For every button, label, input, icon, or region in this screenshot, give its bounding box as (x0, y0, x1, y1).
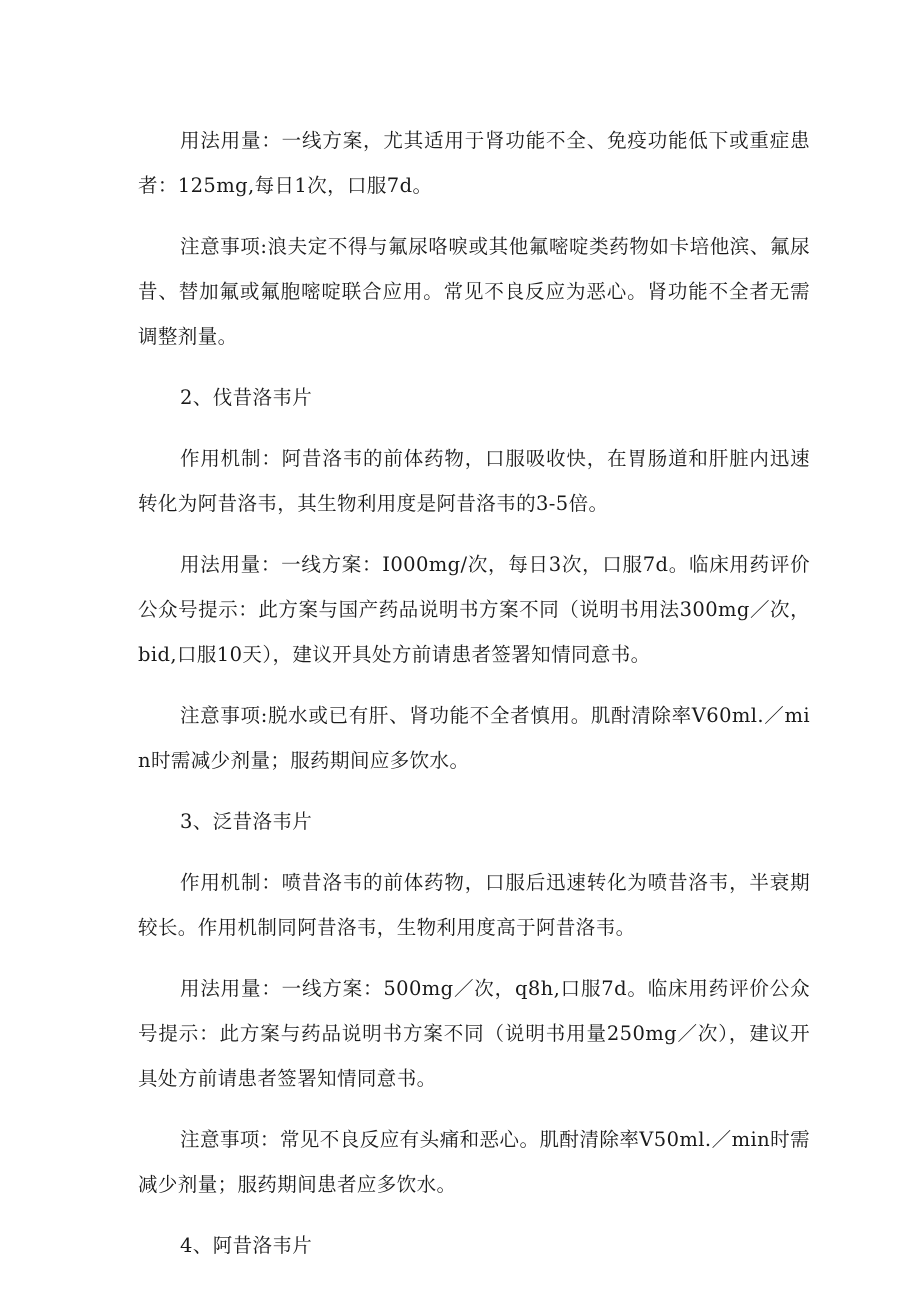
paragraph-valacyclovir-mechanism: 作用机制：阿昔洛韦的前体药物，口服吸收快，在胃肠道和肝脏内迅速转化为阿昔洛韦，其生物利用度是阿昔洛韦的3-5倍。 (138, 447, 810, 515)
section-heading-valacyclovir: 2、伐昔洛韦片 (180, 386, 313, 409)
paragraph-famciclovir-precautions: 注意事项：常见不良反应有头痛和恶心。肌酎清除率V50ml.／min时需减少剂量；服药期间患者应多饮水。 (138, 1128, 810, 1196)
paragraph-brivudine-dosage: 用法用量：一线方案，尤其适用于肾功能不全、免疫功能低下或重症患者：125mg,每日1次，口服7d。 (138, 129, 810, 197)
paragraph-famciclovir-dosage: 用法用量：一线方案：500mg／次，q8h,口服7d。临床用药评价公众号提示：此方案与药品说明书方案不同（说明书用量250mg／次），建议开具处方前请患者签署知情同意书。 (138, 977, 810, 1090)
document-body (138, 118, 810, 1284)
section-heading-famciclovir: 3、泛昔洛韦片 (180, 810, 313, 833)
paragraph-valacyclovir-dosage: 用法用量：一线方案：I000mg/次，每日3次，口服7d。临床用药评价公众号提示：此方案与国产药品说明书方案不同（说明书用法300mg／次，bid,口服10天），建议开具处方前请患者签署知情同意书。 (138, 553, 810, 666)
paragraph-valacyclovir-precautions: 注意事项:脱水或已有肝、肾功能不全者慎用。肌酎清除率V60ml.／min时需减少剂量；服药期间应多饮水。 (138, 704, 810, 772)
section-heading-acyclovir: 4、阿昔洛韦片 (180, 1234, 313, 1257)
paragraph-famciclovir-mechanism: 作用机制：喷昔洛韦的前体药物，口服后迅速转化为喷昔洛韦，半衰期较长。作用机制同阿昔洛韦，生物利用度高于阿昔洛韦。 (138, 871, 810, 939)
paragraph-brivudine-precautions: 注意事项:浪夫定不得与氟尿咯唳或其他氟嘧啶类药物如卡培他滨、氟尿昔、替加氟或氟胞嘧啶联合应用。常见不良反应为恶心。肾功能不全者无需调整剂量。 (138, 235, 810, 348)
